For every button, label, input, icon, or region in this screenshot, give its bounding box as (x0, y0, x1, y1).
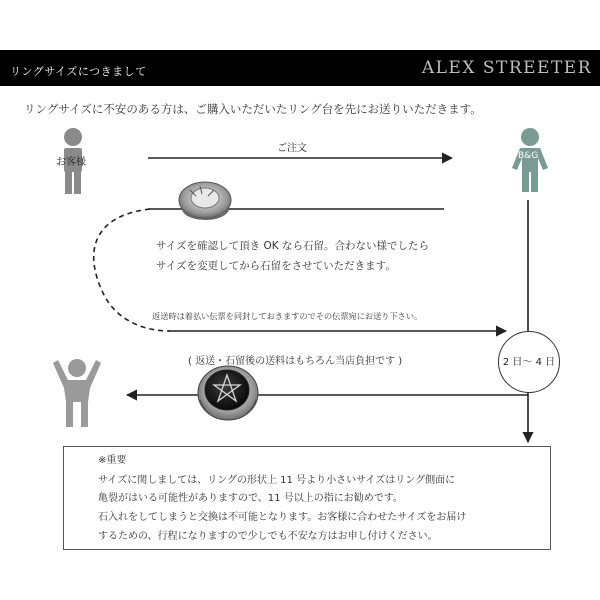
notice-line-2: 亀裂がはいる可能性がありますので、11 号以上の指にお勧めです。 (98, 493, 403, 504)
customer-label: お客様 (56, 157, 86, 168)
shop-label: B&G (518, 151, 539, 161)
days-label: 2 日～ 4 日 (502, 357, 556, 368)
happy-person-icon (53, 359, 101, 427)
notice-line-1: サイズに関しましては、リングの形状上 11 号より小さいサイズはリング側面に (98, 475, 456, 486)
notice-box (63, 446, 551, 550)
ring-base-image (179, 182, 231, 219)
intro-text: リングサイズに不安のある方は、ご購入いただいたリング台を先にお送りいただきます。 (24, 102, 482, 116)
pentagram-ring-image (198, 366, 258, 420)
check-text-line-1: サイズを確認して頂き OK なら石留。合わない様でしたら (156, 240, 429, 252)
section-title: リングサイズにつきまして (10, 65, 147, 78)
cost-note: ( 返送・石留後の送料はもちろん当店負担です ) (188, 356, 403, 367)
notice-heading: ※重要 (98, 455, 127, 466)
return-note: 返送時は着払い伝票を同封しておきますのでその伝票宛にお送り下さい。 (152, 311, 423, 321)
order-label: ご注文 (277, 143, 307, 154)
brand-logo: ALEX STREETER (421, 58, 592, 78)
days-circle (498, 331, 560, 393)
notice-line-3: 石入れをしてしまうと交換は不可能となります。お客様に合わせたサイズをお届け (98, 512, 467, 523)
check-text-line-2: サイズを変更してから石留をさせていただきます。 (156, 260, 396, 272)
notice-line-4: するための、行程になりますので少しでも不安な方はお申し付けください。 (98, 531, 438, 542)
